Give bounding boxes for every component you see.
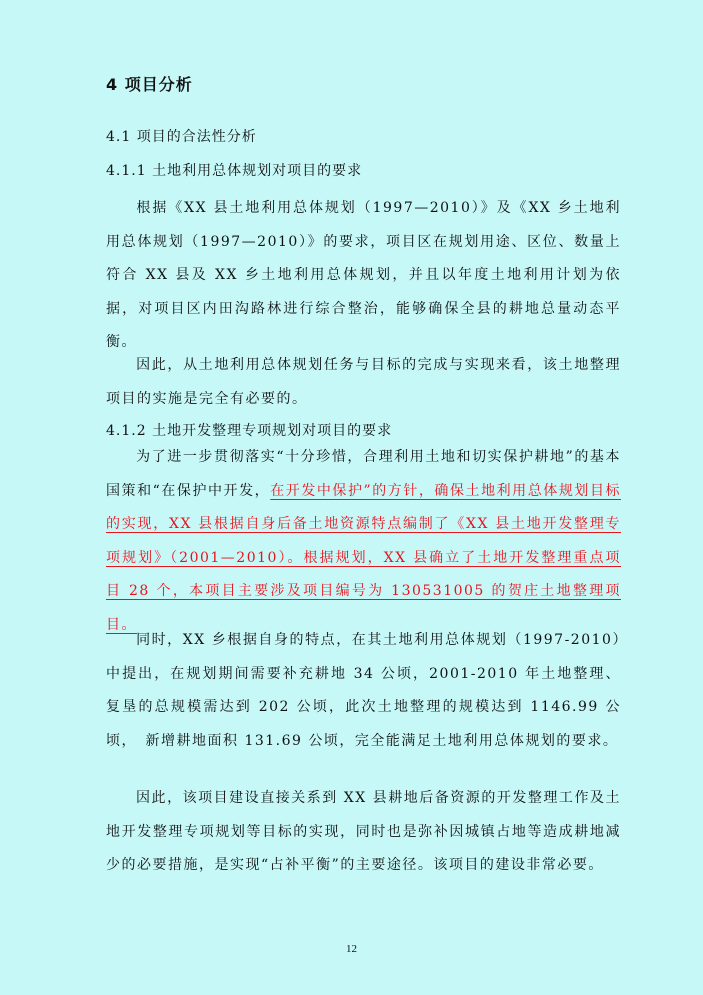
section-heading-4-1-1: 4.1.1 土地利用总体规划对项目的要求: [106, 163, 363, 179]
chapter-title: 4 项目分析: [106, 75, 193, 94]
paragraph-planning-requirements: [106, 192, 621, 360]
page-number: 12: [346, 943, 357, 955]
paragraph-conclusion-1: [106, 349, 621, 416]
paragraph-text: 同时，XX 乡根据自身的特点，在其土地利用总体规划（1997-2010）中提出，在规划期间需要补充耕地 34 公顷，2001-2010 年土地整理、复垦的总规模需达到 202 公顷，此次土地整理的规模达到 1146.99 公顷， 新增耕地面积 131.69 公顷，完全能满足土地利用总体规划的要求。: [106, 632, 621, 749]
section-heading-4-1-2: 4.1.2 土地开发整理专项规划对项目的要求: [106, 423, 393, 439]
paragraph-special-planning: [106, 441, 621, 642]
paragraph-text: 因此，从土地利用总体规划任务与目标的完成与实现来看，该土地整理项目的实施是完全有必要的。: [106, 357, 621, 407]
paragraph-text: 因此，该项目建设直接关系到 XX 县耕地后备资源的开发整理工作及土地开发整理专项规划等目标的实现，同时也是弥补因城镇占地等造成耕地减少的必要措施，是实现“占补平衡”的主要途径。该项目的建设非常必要。: [106, 790, 621, 873]
paragraph-conclusion-2: [106, 782, 621, 883]
section-heading-4-1: 4.1 项目的合法性分析: [106, 129, 257, 145]
paragraph-text: 为了进一步贯彻落实“十分珍惜，合理利用土地和切实保护耕地”的基本国策和“在保护中开发，: [106, 449, 621, 499]
paragraph-township-planning: [106, 624, 621, 758]
paragraph-text: 根据《XX 县土地利用总体规划（1997—2010）》及《XX 乡土地利用总体规划（1997—2010）》的要求，项目区在规划用途、区位、数量上符合 XX 县及 XX 乡土地利用总体规划，并且以年度土地利用计划为依据，对项目区内田沟路林进行综合整治，能够确保全县的耕地总量动态平衡。: [106, 200, 621, 350]
highlighted-text: 在开发中保护”的方针，确保土地利用总体规划目标的实现，XX 县根据自身后备土地资源特点编制了《XX 县土地开发整理专项规划》（2001—2010）。根据规划，XX 县确立了土地开发整理重点项目 28 个，本项目主要涉及项目编号为 130531005 的贺庄土地整理项目。: [106, 482, 621, 633]
